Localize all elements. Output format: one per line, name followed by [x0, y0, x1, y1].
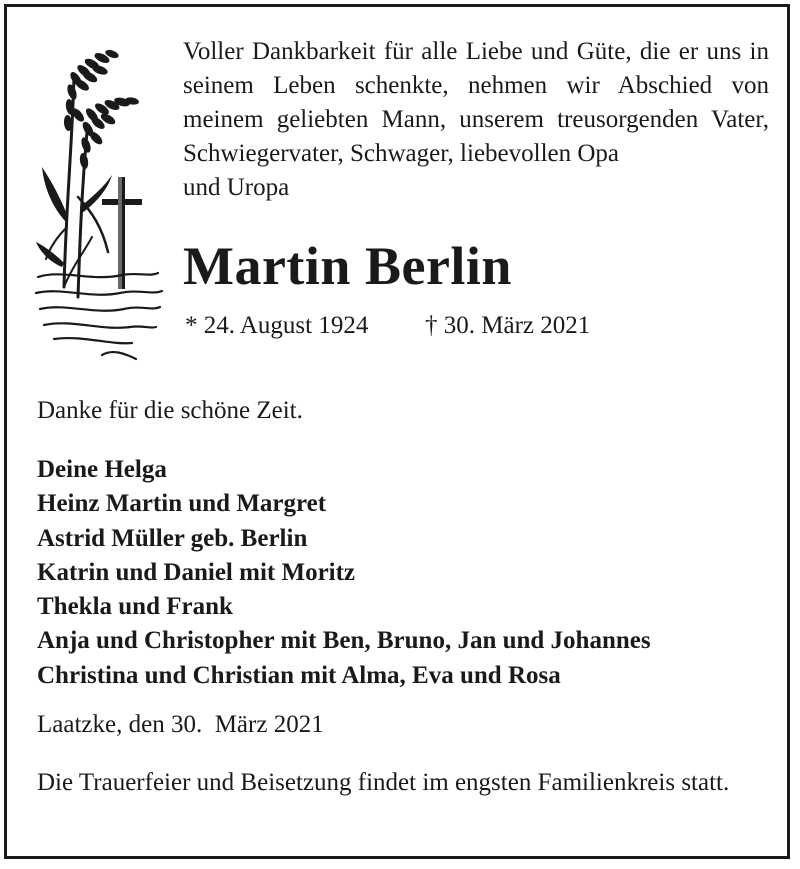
family-member: Katrin und Daniel mit Moritz	[37, 558, 356, 586]
family-list	[37, 453, 651, 693]
death-date: † 30. März 2021	[425, 312, 591, 339]
family-member: Astrid Müller geb. Berlin	[37, 524, 308, 552]
place-date: Laatzke, den 30. März 2021	[37, 711, 324, 738]
intro-line: und Uropa	[183, 174, 290, 201]
thanks-text: Danke für die schöne Zeit.	[37, 397, 303, 424]
intro-text	[183, 35, 769, 205]
deceased-name: Martin Berlin	[183, 236, 512, 296]
intro-line: Voller Dankbarkeit für alle Liebe und Güte, die er	[183, 38, 699, 65]
notice-line: statt.	[681, 769, 730, 796]
family-member: Thekla und Frank	[37, 593, 233, 621]
intro-line: uns in seinem Leben schenkte, nehmen wir Abschied	[183, 38, 769, 99]
birth-date: * 24. August 1924	[185, 312, 369, 339]
funeral-notice	[37, 767, 769, 799]
family-member: Heinz Martin und Margret	[37, 490, 327, 518]
family-member: Anja und Christopher mit Ben, Bruno, Jan und Johannes	[37, 627, 651, 655]
family-member: Deine Helga	[37, 456, 167, 483]
intro-line: Vater, Schwiegervater, Schwager, liebevollen Opa	[183, 106, 769, 167]
obituary-frame	[4, 4, 790, 859]
notice-line: Die Trauerfeier und Beisetzung findet im engsten Familienkreis	[37, 769, 676, 796]
family-member: Christina und Christian mit Alma, Eva und Rosa	[37, 661, 561, 689]
intro-line: von meinem geliebten Mann, unserem treusorgenden	[183, 72, 770, 133]
life-dates	[185, 310, 591, 342]
wheat-and-cross-icon	[32, 37, 167, 362]
